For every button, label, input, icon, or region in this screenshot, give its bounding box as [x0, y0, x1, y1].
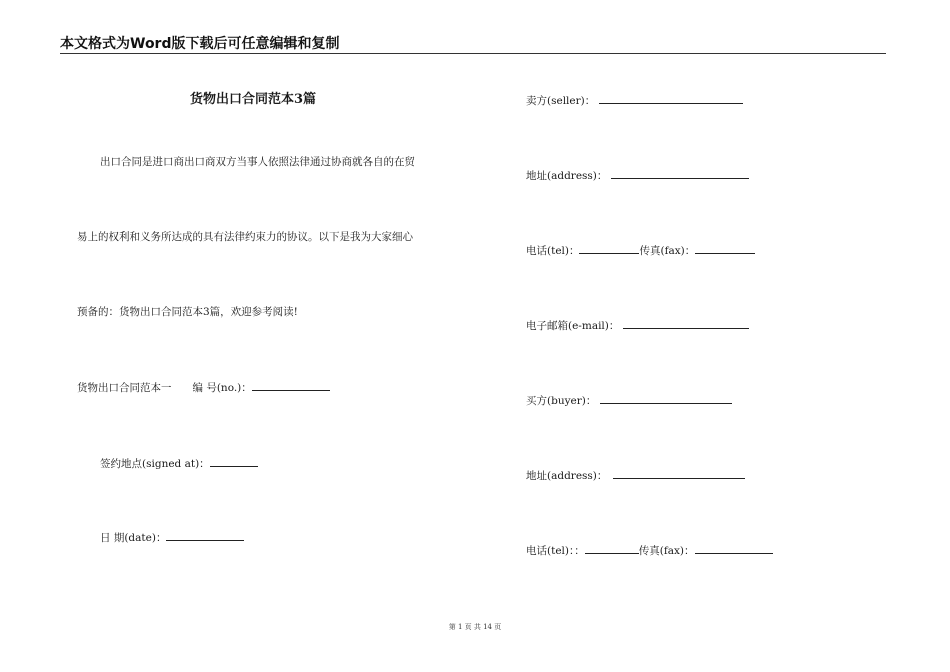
intro-line-1: 出口合同是进口商出口商双方当事人依照法律通过协商就各自的在贸: [100, 156, 415, 168]
seller-name-blank: [599, 93, 743, 104]
seller-tel-fax-row: [526, 243, 755, 258]
page-number-footer: 第 1 页 共 14 页: [448, 623, 502, 631]
buyer-tel-fax-row: [526, 543, 773, 558]
seller-address-blank: [611, 168, 749, 179]
buyer-tel-label: 电话(tel)：：: [526, 545, 585, 557]
seller-address-label: 地址(address)：: [526, 170, 608, 182]
buyer-name-label: 买方(buyer)：: [526, 395, 597, 407]
seller-address-row: [526, 168, 749, 183]
buyer-tel-blank: [585, 543, 639, 554]
signed-at-row: [100, 456, 258, 471]
signed-at-label: 签约地点(signed at)：: [100, 458, 210, 470]
seller-fax-label: 传真(fax)：: [639, 245, 696, 257]
buyer-name-row: [526, 393, 732, 408]
buyer-fax-blank: [695, 543, 773, 554]
buyer-address-row: [526, 468, 745, 483]
seller-fax-blank: [695, 243, 755, 254]
date-row: [100, 530, 244, 545]
buyer-name-blank: [600, 393, 732, 404]
contract-number-label: 货物出口合同范本一 编 号(no.)：: [77, 382, 252, 394]
buyer-address-blank: [613, 468, 745, 479]
seller-tel-blank: [579, 243, 639, 254]
seller-name-label: 卖方(seller)：: [526, 95, 596, 107]
seller-tel-label: 电话(tel)：: [526, 245, 580, 257]
signed-at-blank: [210, 456, 258, 467]
buyer-address-label: 地址(address)：: [526, 470, 608, 482]
contract-number-blank: [252, 380, 330, 391]
date-label: 日 期(date)：: [100, 532, 167, 544]
buyer-fax-label: 传真(fax)：: [638, 545, 695, 557]
contract-number-row: [77, 380, 330, 395]
intro-line-2: 易上的权利和义务所达成的具有法律约束力的协议。以下是我为大家细心: [77, 231, 413, 243]
seller-email-row: [526, 318, 749, 333]
seller-name-row: [526, 93, 743, 108]
document-title: 货物出口合同范本3篇: [190, 92, 317, 107]
date-blank: [166, 530, 244, 541]
seller-email-label: 电子邮箱(e-mail)：: [526, 320, 620, 332]
intro-line-3: 预备的：货物出口合同范本3篇，欢迎参考阅读!: [77, 306, 298, 318]
page-header-banner: 本文格式为Word版下载后可任意编辑和复制: [60, 35, 886, 54]
seller-email-blank: [623, 318, 749, 329]
